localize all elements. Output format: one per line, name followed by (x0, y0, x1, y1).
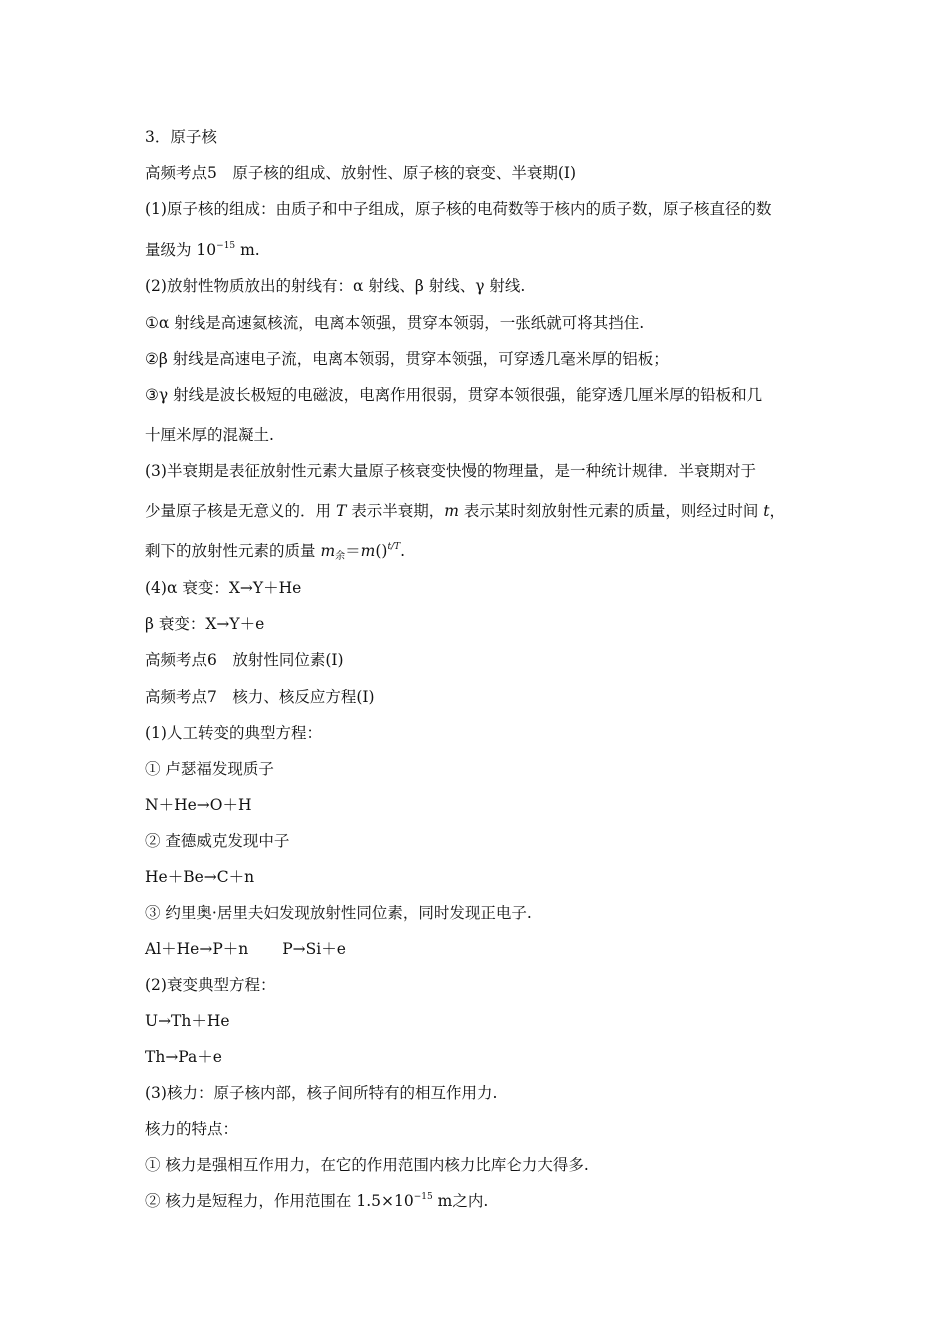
paragraph-remaining-mass-formula (145, 541, 405, 561)
list-item-short-range (145, 1191, 488, 1211)
exponent (387, 542, 400, 552)
text-run: 表示半衰期， (346, 502, 445, 520)
text-run: 少量原子核是无意义的．用 (145, 502, 336, 520)
key-point-7-heading: 高频考点7 核力、核反应方程(Ⅰ) (145, 688, 375, 706)
symbol-m: m (320, 542, 336, 560)
text-run: () (375, 542, 388, 560)
equation-positron-discovery (145, 939, 346, 959)
equation-beta-decay: β 衰变：X→Y＋e (145, 615, 265, 633)
equation-alpha-decay: (4)α 衰变：X→Y＋He (145, 579, 302, 597)
paragraph-half-life-definition (145, 501, 785, 521)
list-item-alpha: ①α 射线是高速氦核流，电离本领强，贯穿本领弱，一张纸就可将其挡住. (145, 314, 645, 332)
exponent: −15 (216, 241, 236, 251)
paragraph-nuclear-force-features: 核力的特点： (145, 1120, 239, 1138)
list-item-strong-force: ① 核力是强相互作用力，在它的作用范围内核力比库仑力大得多. (145, 1156, 589, 1174)
text-run: m. (235, 241, 260, 259)
text-run: 量级为 10 (145, 241, 217, 259)
exponent: −15 (413, 1192, 433, 1202)
list-item-joliot-curie: ③ 约里奥·居里夫妇发现放射性同位素，同时发现正电子. (145, 904, 532, 922)
equation-neutron-discovery: He＋Be→C＋n (145, 868, 255, 886)
paragraph-artificial-transmutation: (1)人工转变的典型方程： (145, 724, 322, 742)
symbol-T: T (335, 502, 347, 520)
symbol-m: m (444, 502, 459, 520)
text-run: 剩下的放射性元素的质量 (145, 542, 321, 560)
text-run: ② 核力是短程力，作用范围在 1.5×10 (145, 1192, 414, 1210)
text-run: ＝ (345, 542, 361, 560)
equation-thorium-decay: Th→Pa＋e (145, 1048, 222, 1066)
section-heading: 3．原子核 (145, 128, 217, 146)
equation-uranium-decay: U→Th＋He (145, 1012, 230, 1030)
text-run: 表示某时刻放射性元素的质量，则经过时间 (458, 502, 764, 520)
paragraph-nucleus-size (145, 240, 260, 260)
equation-part: Al＋He→P＋n (145, 940, 249, 958)
symbol-m: m (360, 542, 376, 560)
subscript: 余 (335, 551, 346, 562)
list-item-beta: ②β 射线是高速电子流，电离本领弱，贯穿本领强，可穿透几毫米厚的铝板； (145, 350, 669, 368)
text-run: ， (769, 502, 786, 520)
exponent-text: t/T (387, 542, 401, 552)
list-item-gamma: ③γ 射线是波长极短的电磁波，电离作用很弱，贯穿本领很强，能穿透几厘米厚的铅板和几 (145, 386, 763, 404)
paragraph-decay-equations: (2)衰变典型方程： (145, 976, 276, 994)
paragraph-nuclear-force: (3)核力：原子核内部，核子间所特有的相互作用力. (145, 1084, 498, 1102)
list-item-rutherford: ① 卢瑟福发现质子 (145, 760, 274, 778)
equation-part: P→Si＋e (282, 940, 346, 958)
list-item-gamma-continued: 十厘米厚的混凝土. (145, 426, 274, 444)
list-item-chadwick: ② 查德威克发现中子 (145, 832, 290, 850)
text-run: . (400, 542, 406, 560)
equation-proton-discovery: N＋He→O＋H (145, 796, 252, 814)
key-point-6-heading: 高频考点6 放射性同位素(Ⅰ) (145, 651, 344, 669)
paragraph-half-life: (3)半衰期是表征放射性元素大量原子核衰变快慢的物理量，是一种统计规律．半衰期对于 (145, 462, 756, 480)
symbol-t: t (763, 502, 770, 520)
paragraph-radiation-types: (2)放射性物质放出的射线有：α 射线、β 射线、γ 射线. (145, 277, 526, 295)
text-run: m之内. (432, 1192, 489, 1210)
paragraph-nucleus-composition: (1)原子核的组成：由质子和中子组成，原子核的电荷数等于核内的质子数，原子核直径的数 (145, 200, 772, 218)
key-point-5-heading: 高频考点5 原子核的组成、放射性、原子核的衰变、半衰期(Ⅰ) (145, 164, 577, 182)
